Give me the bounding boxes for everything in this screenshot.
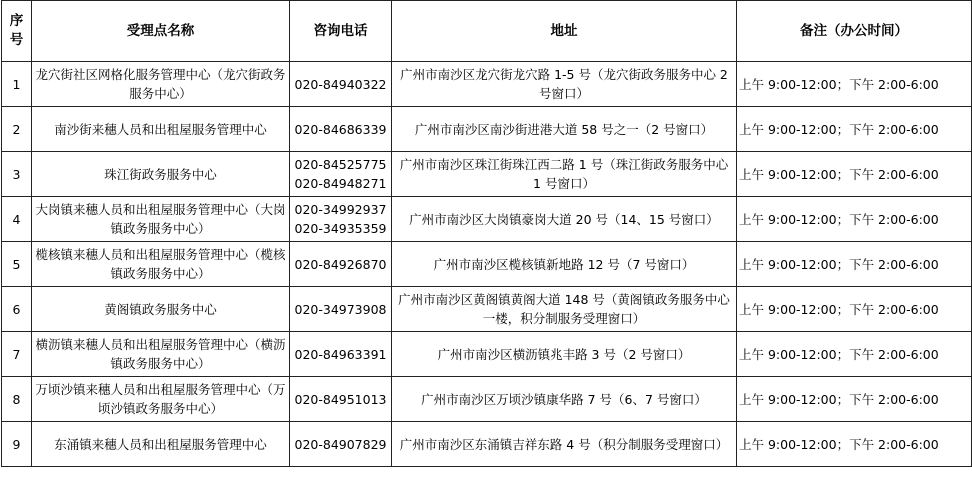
phone-number: 020-84951013 <box>290 377 392 422</box>
header-address: 地址 <box>392 1 737 62</box>
table-row <box>2 152 972 197</box>
address: 广州市南沙区大岗镇豪岗大道 20 号（14、15 号窗口） <box>392 197 737 242</box>
service-point-name: 东涌镇来穗人员和出租屋服务管理中心 <box>32 422 290 467</box>
phone-number: 020-84686339 <box>290 107 392 152</box>
address: 广州市南沙区珠江街珠江西二路 1 号（珠江街政务服务中心 1 号窗口） <box>392 152 737 197</box>
table-row <box>2 377 972 422</box>
row-index: 2 <box>2 107 32 152</box>
table-body <box>2 62 972 467</box>
service-point-name: 大岗镇来穗人员和出租屋服务管理中心（大岗镇政务服务中心） <box>32 197 290 242</box>
address: 广州市南沙区南沙街进港大道 58 号之一（2 号窗口） <box>392 107 737 152</box>
office-hours: 上午 9:00-12:00；下午 2:00-6:00 <box>737 377 972 422</box>
phone-number: 020-34992937 020-34935359 <box>290 197 392 242</box>
office-hours: 上午 9:00-12:00；下午 2:00-6:00 <box>737 197 972 242</box>
table-row <box>2 62 972 107</box>
table-row <box>2 287 972 332</box>
row-index: 6 <box>2 287 32 332</box>
service-point-name: 万顷沙镇来穗人员和出租屋服务管理中心（万顷沙镇政务服务中心） <box>32 377 290 422</box>
row-index: 3 <box>2 152 32 197</box>
address: 广州市南沙区万顷沙镇康华路 7 号（6、7 号窗口） <box>392 377 737 422</box>
phone-number: 020-84926870 <box>290 242 392 287</box>
phone-number: 020-84525775 020-84948271 <box>290 152 392 197</box>
office-hours: 上午 9:00-12:00；下午 2:00-6:00 <box>737 422 972 467</box>
address: 广州市南沙区龙穴街龙穴路 1-5 号（龙穴街政务服务中心 2 号窗口） <box>392 62 737 107</box>
service-points-table <box>1 0 972 467</box>
office-hours: 上午 9:00-12:00；下午 2:00-6:00 <box>737 287 972 332</box>
row-index: 8 <box>2 377 32 422</box>
table-header <box>2 1 972 62</box>
phone-number: 020-84907829 <box>290 422 392 467</box>
service-point-name: 南沙街来穗人员和出租屋服务管理中心 <box>32 107 290 152</box>
service-point-name: 横沥镇来穗人员和出租屋服务管理中心（横沥镇政务服务中心） <box>32 332 290 377</box>
table-row <box>2 332 972 377</box>
row-index: 7 <box>2 332 32 377</box>
table-row <box>2 242 972 287</box>
office-hours: 上午 9:00-12:00；下午 2:00-6:00 <box>737 107 972 152</box>
header-name: 受理点名称 <box>32 1 290 62</box>
address: 广州市南沙区黄阁镇黄阁大道 148 号（黄阁镇政务服务中心一楼，积分制服务受理窗口） <box>392 287 737 332</box>
service-point-name: 榄核镇来穗人员和出租屋服务管理中心（榄核镇政务服务中心） <box>32 242 290 287</box>
service-point-name: 黄阁镇政务服务中心 <box>32 287 290 332</box>
row-index: 4 <box>2 197 32 242</box>
address: 广州市南沙区东涌镇吉祥东路 4 号（积分制服务受理窗口） <box>392 422 737 467</box>
header-row <box>2 1 972 62</box>
address: 广州市南沙区横沥镇兆丰路 3 号（2 号窗口） <box>392 332 737 377</box>
service-point-name: 龙穴街社区网格化服务管理中心（龙穴街政务服务中心） <box>32 62 290 107</box>
row-index: 5 <box>2 242 32 287</box>
row-index: 1 <box>2 62 32 107</box>
header-remark: 备注（办公时间） <box>737 1 972 62</box>
phone-number: 020-84940322 <box>290 62 392 107</box>
header-index: 序号 <box>2 1 32 62</box>
table-row <box>2 107 972 152</box>
office-hours: 上午 9:00-12:00；下午 2:00-6:00 <box>737 332 972 377</box>
office-hours: 上午 9:00-12:00；下午 2:00-6:00 <box>737 152 972 197</box>
service-point-name: 珠江街政务服务中心 <box>32 152 290 197</box>
table-row <box>2 197 972 242</box>
office-hours: 上午 9:00-12:00；下午 2:00-6:00 <box>737 242 972 287</box>
office-hours: 上午 9:00-12:00；下午 2:00-6:00 <box>737 62 972 107</box>
phone-number: 020-84963391 <box>290 332 392 377</box>
phone-number: 020-34973908 <box>290 287 392 332</box>
header-phone: 咨询电话 <box>290 1 392 62</box>
row-index: 9 <box>2 422 32 467</box>
address: 广州市南沙区榄核镇新地路 12 号（7 号窗口） <box>392 242 737 287</box>
table-row <box>2 422 972 467</box>
